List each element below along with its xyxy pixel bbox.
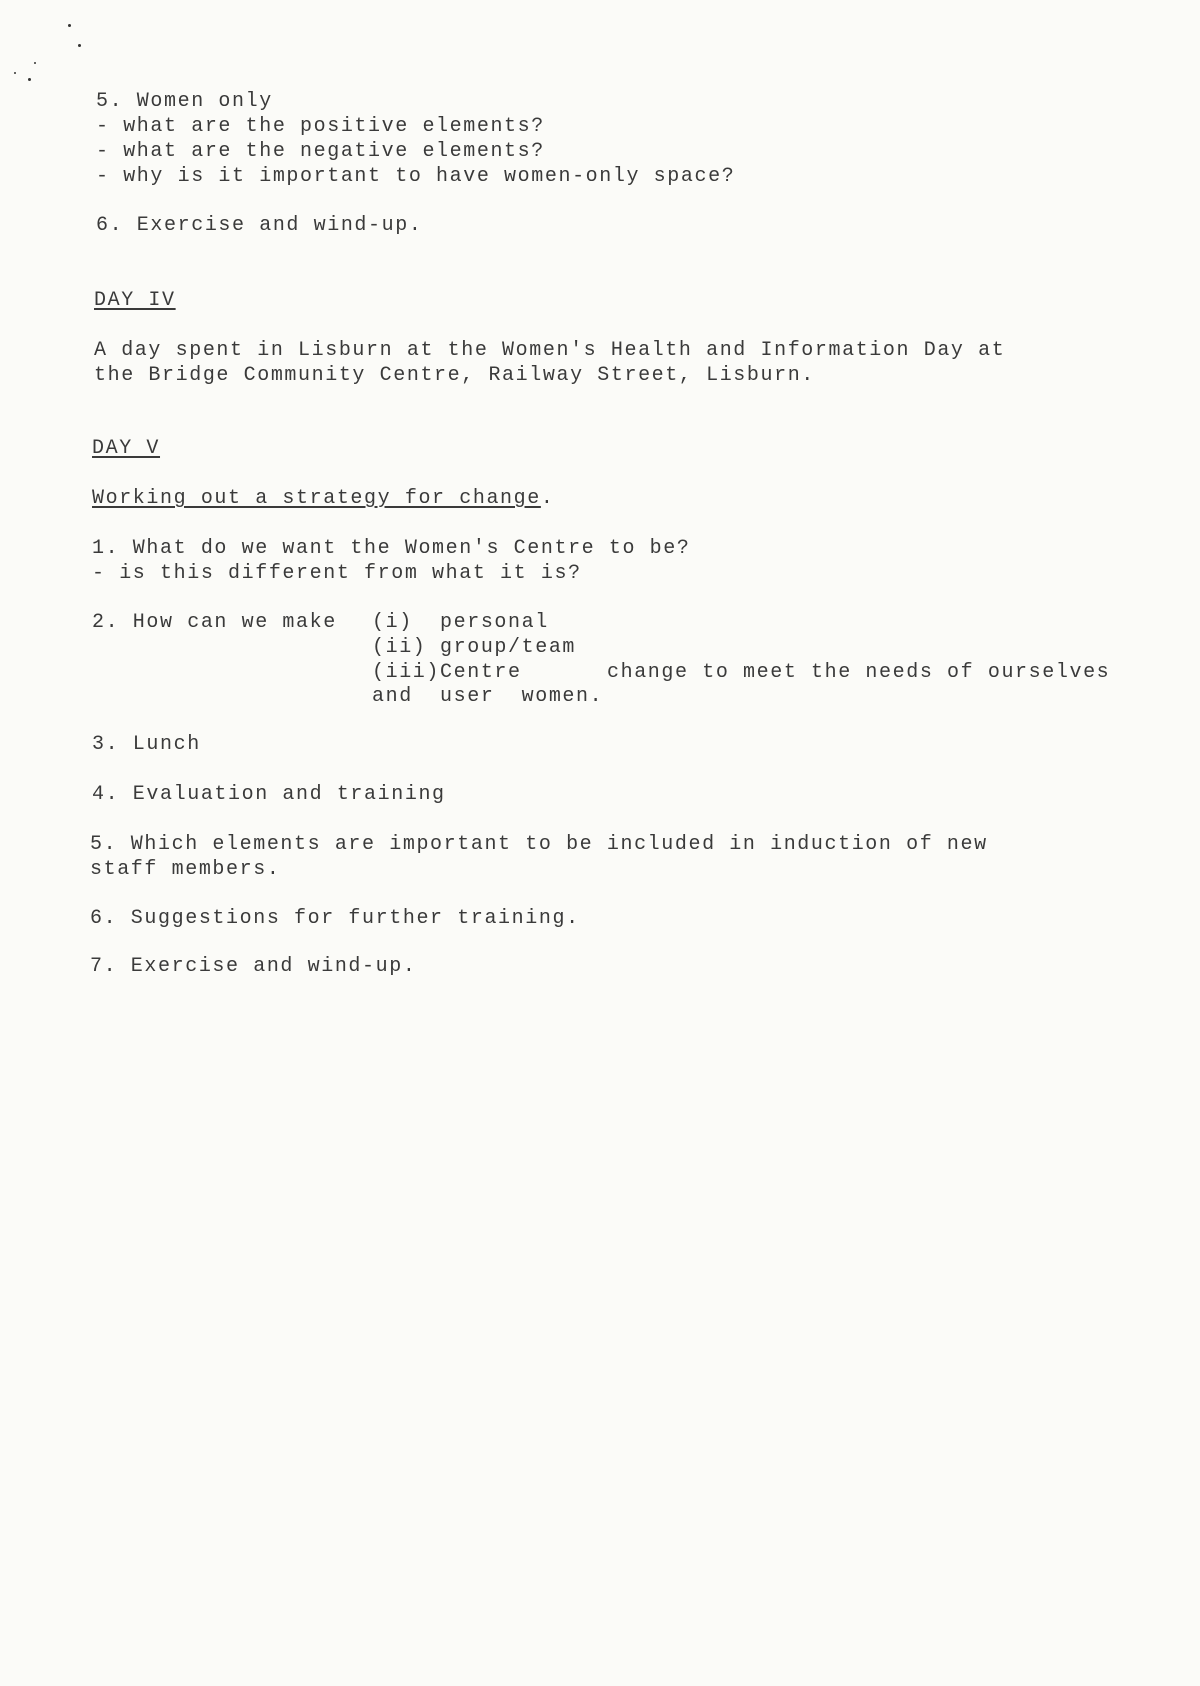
item5-question-positive: - what are the positive elements? (96, 115, 545, 138)
day5-item2-prefix: 2. How can we make (92, 611, 337, 634)
ink-speck (78, 44, 81, 47)
day5-subheading-period: . (540, 487, 555, 510)
day5-subheading (92, 487, 554, 511)
day5-subheading-text: Working out a strategy for change (92, 487, 541, 510)
day5-item7-exercise: 7. Exercise and wind-up. (90, 955, 417, 978)
day5-item2-tail: change to meet the needs of ourselves (607, 661, 1111, 684)
day4-description-line1: A day spent in Lisburn at the Women's Health and Information Day at (94, 339, 1006, 362)
day5-item1-line1: 1. What do we want the Women's Centre to be? (92, 537, 691, 560)
day5-item2-option-i: (i) personal (372, 611, 549, 634)
day5-item5-line1: 5. Which elements are important to be included in induction of new (90, 833, 988, 856)
day5-item5-line2: staff members. (90, 858, 281, 881)
item5-question-negative: - what are the negative elements? (96, 140, 545, 163)
day5-item4-evaluation: 4. Evaluation and training (92, 783, 446, 806)
day4-heading: DAY IV (94, 289, 176, 312)
ink-speck (68, 24, 71, 27)
item5-women-only-title: 5. Women only (96, 90, 273, 113)
day5-item1-line2: - is this different from what it is? (92, 562, 582, 585)
ink-speck (14, 72, 16, 74)
ink-speck (34, 62, 36, 64)
ink-speck (28, 78, 31, 81)
day5-item3-lunch: 3. Lunch (92, 733, 201, 756)
day4-description-line2: the Bridge Community Centre, Railway Street, Lisburn. (94, 364, 815, 387)
day5-item6-suggestions: 6. Suggestions for further training. (90, 907, 580, 930)
day5-heading: DAY V (92, 437, 161, 460)
day5-item2-continuation: and user women. (372, 685, 604, 708)
day5-item2-option-ii: (ii) group/team (372, 636, 577, 659)
item6-exercise: 6. Exercise and wind-up. (96, 214, 423, 237)
day5-item2-option-iii: (iii)Centre (372, 661, 522, 684)
item5-question-importance: - why is it important to have women-only space? (96, 165, 736, 188)
